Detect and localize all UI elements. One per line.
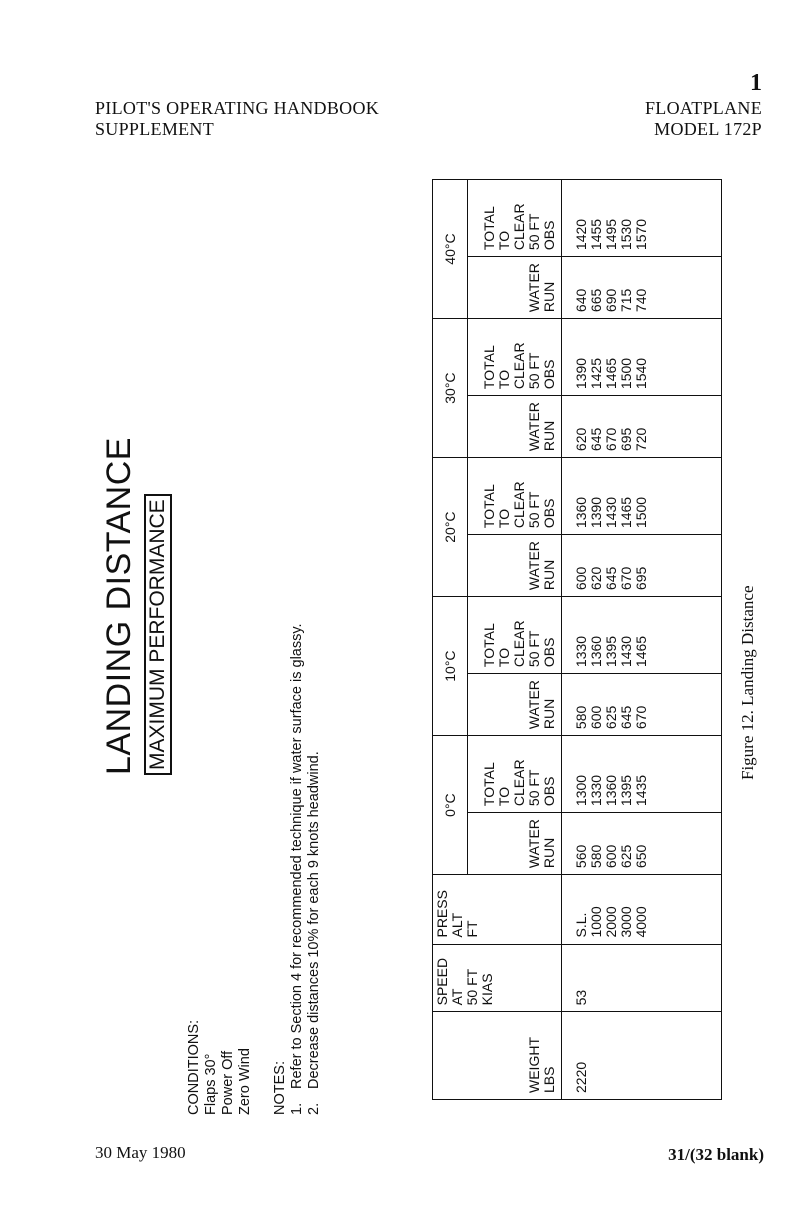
page-subtitle: MAXIMUM PERFORMANCE (144, 494, 172, 775)
water-run-values: 580 600 625 645 670 (562, 674, 722, 736)
total-values: 1390 1425 1465 1500 1540 (562, 319, 722, 396)
speed-header: SPEED AT 50 FT KIAS (433, 944, 562, 1012)
condition-item: Zero Wind (237, 1048, 253, 1115)
total-values: 1330 1360 1395 1430 1465 (562, 597, 722, 674)
total-values: 1420 1455 1495 1530 1570 (562, 180, 722, 257)
note-number: 1. (289, 1102, 305, 1115)
note-number: 2. (306, 1102, 322, 1115)
water-run-values: 600 620 645 670 695 (562, 535, 722, 597)
total-header: TOTAL TO CLEAR 50 FT OBS (468, 597, 562, 674)
speed-value: 53 (562, 944, 722, 1012)
total-header: TOTAL TO CLEAR 50 FT OBS (468, 319, 562, 396)
handbook-subtitle: SUPPLEMENT (95, 119, 215, 139)
aircraft-model: MODEL 172P (654, 119, 762, 139)
water-run-values: 620 645 670 695 720 (562, 396, 722, 458)
landing-distance-table (432, 179, 722, 1100)
note-item (306, 623, 323, 1115)
total-values: 1360 1390 1430 1465 1500 (562, 458, 722, 535)
temp-header: 20°C (433, 458, 468, 597)
total-header: TOTAL TO CLEAR 50 FT OBS (468, 458, 562, 535)
water-run-header: WATER RUN (468, 396, 562, 458)
notes (272, 623, 323, 1115)
temp-header: 30°C (433, 319, 468, 458)
aircraft-type: FLOATPLANE (644, 98, 762, 118)
press-alt-values: S.L. 1000 2000 3000 4000 (562, 875, 722, 944)
water-run-header: WATER RUN (468, 257, 562, 319)
footer-date: 30 May 1980 (95, 1143, 186, 1162)
condition-item: Flaps 30° (203, 1053, 219, 1115)
total-header: TOTAL TO CLEAR 50 FT OBS (468, 180, 562, 257)
temp-header: 10°C (433, 597, 468, 736)
handbook-title: PILOT'S OPERATING HANDBOOK (95, 98, 380, 118)
note-text: Decrease distances 10% for each 9 knots headwind. (306, 751, 322, 1089)
conditions-heading: CONDITIONS: (186, 1019, 202, 1115)
conditions (186, 1020, 254, 1115)
note-item (289, 623, 306, 1115)
water-run-values: 560 580 600 625 650 (562, 813, 722, 875)
water-run-header: WATER RUN (468, 535, 562, 597)
press-alt-header: PRESS ALT FT (433, 875, 562, 944)
page-tag: 1 (750, 70, 762, 96)
water-run-header: WATER RUN (468, 674, 562, 736)
footer-page: 31/(32 blank) (668, 1145, 764, 1164)
water-run-header: WATER RUN (468, 813, 562, 875)
total-values: 1300 1330 1360 1395 1435 (562, 736, 722, 813)
weight-header: WEIGHT LBS (468, 1012, 562, 1100)
page-title: LANDING DISTANCE (100, 437, 138, 775)
total-header: TOTAL TO CLEAR 50 FT OBS (468, 736, 562, 813)
temp-header: 0°C (433, 736, 468, 875)
temp-header: 40°C (433, 180, 468, 319)
figure-caption: Figure 12. Landing Distance (738, 585, 757, 780)
notes-heading: NOTES: (272, 1061, 288, 1115)
water-run-values: 640 665 690 715 740 (562, 257, 722, 319)
weight-value: 2220 (562, 1012, 722, 1100)
note-text: Refer to Section 4 for recommended technique if water surface is glassy. (289, 623, 305, 1089)
condition-item: Power Off (220, 1050, 236, 1115)
